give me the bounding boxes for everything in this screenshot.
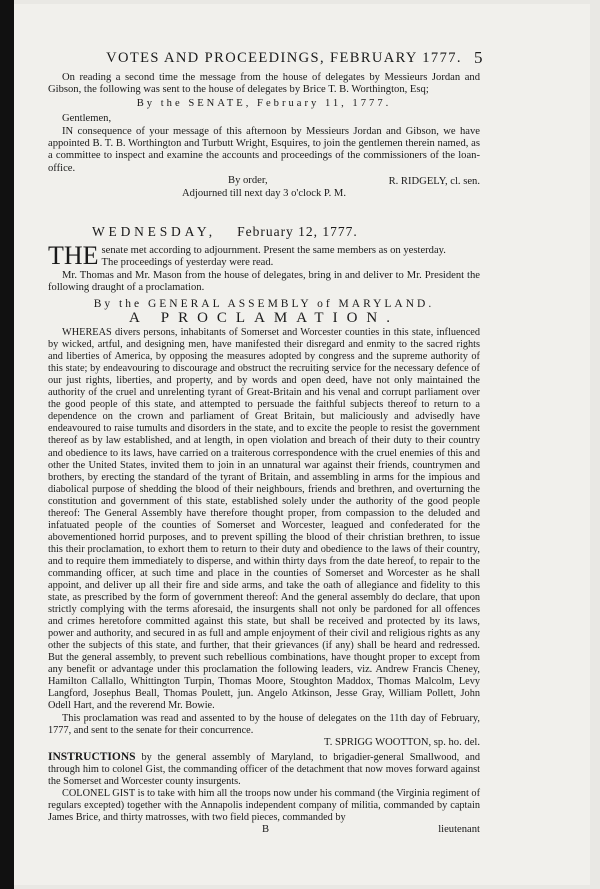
clerk-signature: R. RIDGELY, cl. sen.: [388, 175, 480, 187]
session-line-3: Mr. Thomas and Mr. Mason from the house of delegates, bring in and deliver to Mr. President the following draught of a proclamation.: [48, 269, 480, 294]
catchword: lieutenant: [438, 824, 480, 836]
senate-line: By the SENATE, February 11, 1777.: [136, 97, 392, 109]
book-spine: [0, 0, 14, 889]
session-date-heading: [92, 224, 474, 240]
session-date: February 12, 1777.: [237, 224, 358, 239]
instructions-paragraph: COLONEL GIST is to take with him all the troops now under his command (the Virginia regiment of regulars excepted) together with the Annapolis independent company of militia, commanded by captain James Brice, and thirty matrosses, with two field pieces, commanded by: [48, 788, 480, 824]
session-line-2: The proceedings of yesterday were read.: [101, 257, 274, 269]
proclamation-read-line: This proclamation was read and assented to by the house of delegates on the 11th day of February, 1777, and sent to the senate for their concurrence.: [48, 712, 480, 736]
proclamation-body: WHEREAS divers persons, inhabitants of Somerset and Worcester counties in this state, influenced by wicked, artful, and designing men, have manifested their disregard and enmity to the sacred rights and liberties of America, by opposing the measures adopted by congress and the supreme authority of this state; by endeavouring to discourage and obstruct the recruiting service for the necessary defence of our just rights, liberties, and property, and by words and open deed, have not only maintained the authority of the cruel and unrelenting tyrant of Great-Britain and his venal and corrupt parliament over the good people of this state, and attempted to persuade the faithful subjects thereof to return to a dependence on the crown and parliament of Great Britain, but maliciously and advisedly have endeavoured to raise tumults and disorders in the state, and to excite the people to resist the government thereof as by law established, and at length, in open violation and breach of their duty to their country and obedience to its laws, have carried on a traiterous correspondence with the cruel enemies of this and other the United States, invited them to join in an unnatural war against their friends, countrymen and brothers, by erecting the standard of the tyrant of Britain, and assembling in arms for the impious and diabolical purpose of shedding the blood of their neighbours, friends and brethren, and overturning the constitution and government of this state, established solely under the authority of the good people thereof: The General Assembly have therefore thought proper, from compassion to the deluded and infatuated people of the counties of Somerset and Worcester, leagued and confederated for the abovementioned horrid purposes, and to prevent spilling the blood of their christian brethren, to issue this their proclamation, to exhort them to return to their duty and obedience to the laws of their country, and to require them immediately to disperse, and within thirty days from the date hereof, to repair to the commanding officer, at such time and place in the counties of Somerset and Worcester as he shall appoint, and deliver up all their fire and side arms, and take the oath of allegiance and fidelity to this state, as prescribed by the form of government thereof: And the general assembly do declare, that upon strictly complying with the terms aforesaid, the insurgents shall not only be pardoned for all offences and crimes heretofore committed against this state, but shall be received and protected by its laws, power and authority, and secured in as full and ample enjoyment of their civil and religious rights as any other the subjects of this state, and further, that their grievances (if any) shall be heard and redressed. But the general assembly, to prevent such rebellious combinations, have thought proper to except from any benefit or advantage under this proclamation the following leaders, viz. Andrew Francis Cheney, Hamilton Callallo, Whittington Turpin, Thomas Moore, Stoughton Maddox, Thomas Malcolm, Levy Langford, Josephus Beall, Thomas Poulett, jun. Angelo Atkinson, Jesse Gray, William Pollett, John Odell Hart, and the reverend Mr. Bowie.: [48, 327, 480, 712]
signature-mark: B: [262, 824, 270, 836]
adjourned-line: Adjourned till next day 3 o'clock P. M.: [181, 188, 347, 200]
session-section: [48, 241, 480, 836]
speaker-signature: T. SPRIGG WOOTTON, sp. ho. del.: [324, 736, 480, 748]
instructions-text: by the general assembly of Maryland, to brigadier-general Smallwood, and through him to colonel Gist, the commanding officer of the detachment that now moves forward against the Somerset and Worcester county insurgents.: [48, 752, 480, 788]
page-header: VOTES AND PROCEEDINGS, FEBRUARY 1777.: [106, 50, 462, 66]
by-order: By order,: [228, 175, 268, 187]
instructions-intro: [48, 751, 480, 788]
weekday: WEDNESDAY,: [92, 224, 216, 239]
assembly-line: By the GENERAL ASSEMBLY of MARYLAND.: [93, 297, 435, 310]
page-number: 5: [474, 48, 483, 67]
senate-message: IN consequence of your message of this afternoon by Messieurs Jordan and Gibson, we have appointed B. T. B. Worthington and Turbutt Wright, Esquires, to join the gentlemen therein named, as a committee to inspect and examine the accounts and proceedings of the commissioners of the loan-office.: [48, 125, 480, 174]
drop-initial: THE: [48, 241, 99, 270]
intro-paragraph: On reading a second time the message from the house of delegates by Messieurs Jordan and Gibson, the following was sent to the house of delegates by Brice T. B. Worthington, Esq;: [48, 72, 480, 96]
page-footer: [48, 824, 480, 836]
proclamation-title: A PROCLAMATION.: [128, 310, 399, 327]
session-opening: [48, 241, 480, 270]
salutation: Gentlemen,: [62, 113, 112, 125]
instructions-heading: INSTRUCTIONS: [48, 751, 136, 764]
intro-section: [48, 72, 480, 200]
session-line-1: senate met according to adjournment. Present the same members as on yesterday.: [101, 245, 446, 256]
